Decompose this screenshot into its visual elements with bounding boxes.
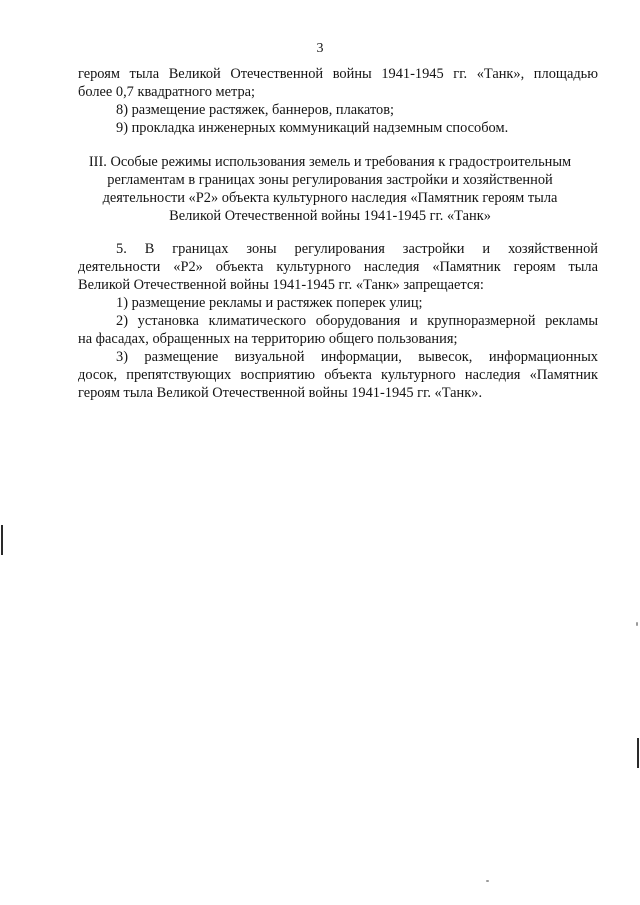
- heading-line: регламентам в границах зоны регулирования застройки и хозяйственной: [107, 172, 553, 188]
- heading-line: III. Особые режимы использования земель и требования к градостроительным: [88, 154, 572, 170]
- clause-line: деятельности «Р2» объекта культурного наследия «Памятник героям тыла: [78, 259, 598, 275]
- scan-dot: [486, 880, 489, 882]
- list-item-continuation: на фасадах, обращенных на территорию общего пользования;: [78, 331, 458, 347]
- list-item: 3) размещение визуальной информации, вывесок, информационных: [116, 349, 598, 365]
- text-line: более 0,7 квадратного метра;: [78, 84, 256, 100]
- heading-line: деятельности «Р2» объекта культурного наследия «Памятник героям тыла: [102, 190, 558, 206]
- page-number: 3: [316, 41, 324, 56]
- list-item: 8) размещение растяжек, баннеров, плакатов;: [116, 102, 395, 118]
- text-line: героям тыла Великой Отечественной войны 1941-1945 гг. «Танк», площадью: [78, 66, 598, 82]
- list-item: 1) размещение рекламы и растяжек поперек улиц;: [116, 295, 423, 311]
- heading-line: Великой Отечественной войны 1941-1945 гг. «Танк»: [169, 208, 491, 224]
- scan-edge-mark: [637, 738, 639, 768]
- clause-line: Великой Отечественной войны 1941-1945 гг. «Танк» запрещается:: [78, 277, 484, 293]
- list-item-continuation: героям тыла Великой Отечественной войны 1941-1945 гг. «Танк».: [78, 385, 483, 401]
- clause-line: 5. В границах зоны регулирования застройки и хозяйственной: [116, 241, 598, 257]
- list-item: 2) установка климатического оборудования и крупноразмерной рекламы: [116, 313, 598, 329]
- scan-edge-mark: [1, 525, 3, 555]
- scan-dot: [636, 622, 638, 626]
- list-item: 9) прокладка инженерных коммуникаций надземным способом.: [116, 120, 509, 136]
- list-item-continuation: досок, препятствующих восприятию объекта культурного наследия «Памятник: [78, 367, 598, 383]
